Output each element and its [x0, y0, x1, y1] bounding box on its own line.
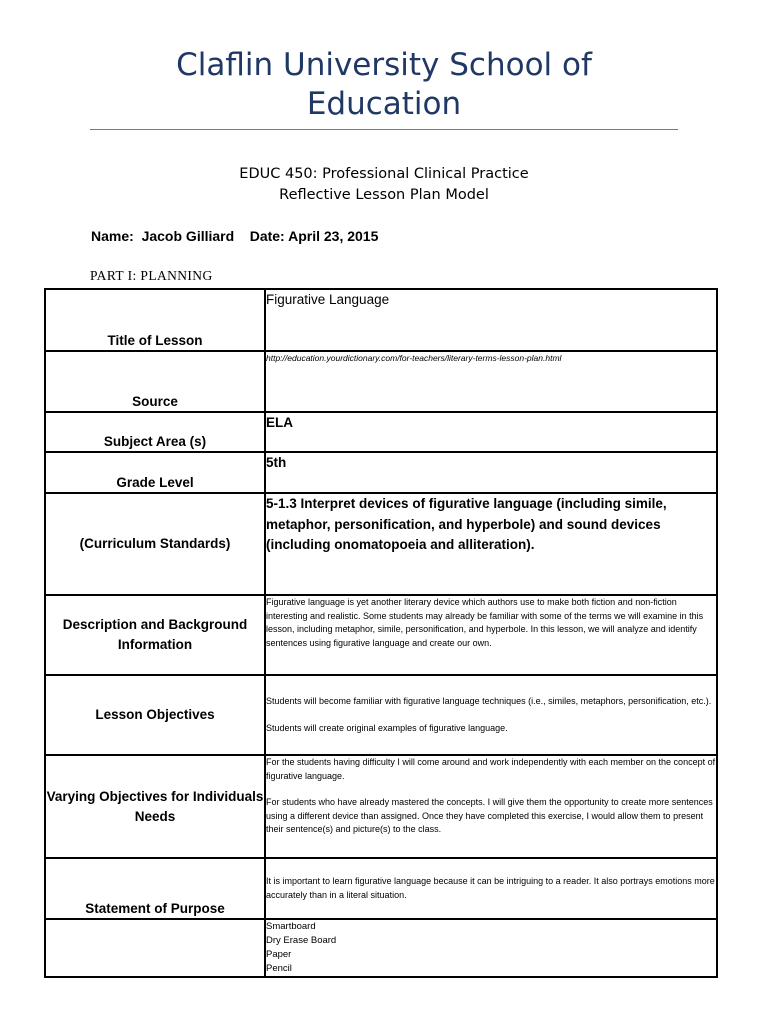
- row-label: Description and Background Information: [45, 595, 265, 675]
- table-row: [45, 755, 717, 858]
- description-text: Figurative language is yet another literary device which authors use to make both fiction and non-fiction interesting and realistic. Some students may already be familiar with some of the terms we will examine in this lesson, including metaphor, simile, personification, and hyperbole. In this lesson, we will analyze and identify sentences using figurative language and create our own.: [266, 597, 704, 648]
- row-value: [265, 675, 717, 755]
- standard-line: (including onomatopoeia and alliteration).: [266, 537, 535, 552]
- objective-text: Students will become familiar with figurative language techniques (i.e., similes, metaphors, personification, etc.).: [266, 696, 712, 706]
- row-label: (Curriculum Standards): [45, 493, 265, 595]
- row-value: [265, 351, 717, 412]
- objective-text: Students will create original examples of figurative language.: [266, 722, 508, 733]
- table-row: [45, 289, 717, 351]
- varying-text: For students who have already mastered the concepts. I will give them the opportunity to create more sentences using a different device than assigned. Once they have completed this exercise, I would allow them to present their sentence(s) and picture(s) to the class.: [266, 797, 713, 834]
- row-label: Lesson Objectives: [45, 675, 265, 755]
- row-label: Subject Area (s): [45, 412, 265, 452]
- table-row: [45, 595, 717, 675]
- standard-line: metaphor, personification, and hyperbole) and sound devices: [266, 516, 661, 532]
- material-item: Paper: [266, 949, 292, 960]
- title-rule: [90, 129, 678, 130]
- table-row: [45, 412, 717, 452]
- table-row: [45, 493, 717, 595]
- row-value: [265, 493, 717, 595]
- lesson-title: Figurative Language: [266, 292, 390, 307]
- row-value: [265, 595, 717, 675]
- purpose-text: It is important to learn figurative language because it can be intriguing to a reader. It also portrays emotions more accurately than in a literal situation.: [266, 876, 715, 900]
- part-heading: PART I: PLANNING: [90, 268, 213, 283]
- document-title: [0, 46, 768, 124]
- plan-model: Reflective Lesson Plan Model: [279, 187, 489, 203]
- row-label: Grade Level: [45, 452, 265, 493]
- row-label: Varying Objectives for Individuals Needs: [45, 755, 265, 858]
- row-value: [265, 412, 717, 452]
- course-heading: [0, 164, 768, 206]
- grade-value: 5th: [266, 455, 287, 470]
- name-date-line: Name: Jacob Gilliard Date: April 23, 2015: [91, 228, 379, 244]
- material-item: Smartboard: [266, 921, 316, 932]
- table-row: [45, 452, 717, 493]
- row-value: [265, 755, 717, 858]
- row-label: [45, 919, 265, 977]
- row-value: [265, 919, 717, 977]
- table-row: [45, 351, 717, 412]
- table-row: [45, 858, 717, 919]
- material-item: Pencil: [266, 963, 292, 974]
- row-label: Title of Lesson: [45, 289, 265, 351]
- standard-line: 5-1.3 Interpret devices of figurative language (including simile,: [266, 496, 667, 511]
- row-value: [265, 289, 717, 351]
- lesson-plan-table: [44, 288, 718, 978]
- row-value: [265, 858, 717, 919]
- row-label: Source: [45, 351, 265, 412]
- source-url: http://education.yourdictionary.com/for-teachers/literary-terms-lesson-plan.html: [266, 353, 562, 363]
- title-line-2: Education: [306, 86, 462, 122]
- table-row: [45, 675, 717, 755]
- row-label: Statement of Purpose: [45, 858, 265, 919]
- table-row: [45, 919, 717, 977]
- title-line-1: Claflin University School of: [176, 47, 592, 83]
- subject-value: ELA: [266, 415, 293, 430]
- row-value: [265, 452, 717, 493]
- material-item: Dry Erase Board: [266, 935, 337, 946]
- varying-text: For the students having difficulty I will come around and work independently with each member on the concept of figurative language.: [266, 757, 716, 781]
- course-name: EDUC 450: Professional Clinical Practice: [239, 166, 529, 182]
